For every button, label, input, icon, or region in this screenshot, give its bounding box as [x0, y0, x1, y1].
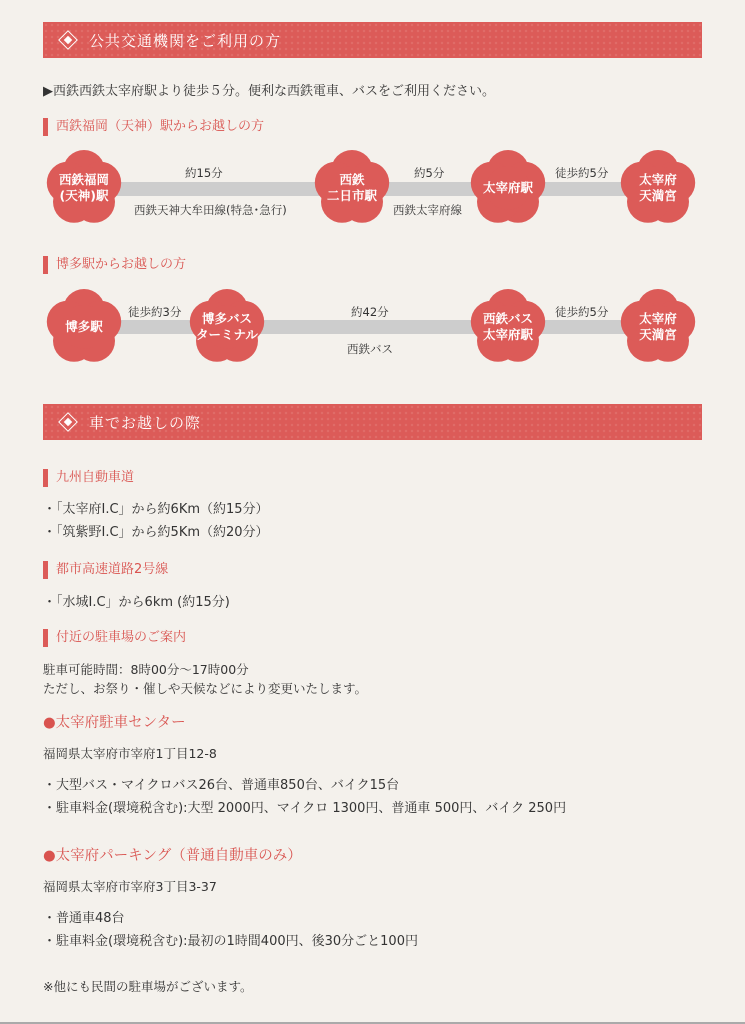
transit-section-header	[43, 22, 702, 58]
node-label: 太宰府 天満宮	[639, 311, 677, 342]
parking-lot-address: 福岡県太宰府市宰府1丁目12-8	[43, 746, 217, 761]
route1-title: 西鉄福岡（天神）駅からお越しの方	[43, 118, 264, 136]
parking-title: 付近の駐車場のご案内	[43, 629, 186, 647]
car-section-header	[43, 404, 702, 440]
parking-lot-item: ・普通車48台	[43, 911, 125, 926]
node-label: 博多バス ターミナル	[196, 311, 258, 342]
route2-title: 博多駅からお越しの方	[43, 256, 186, 274]
expressway-title: 九州自動車道	[43, 469, 134, 487]
parking-lot-address: 福岡県太宰府市宰府3丁目3-37	[43, 879, 217, 894]
route1-node-1	[310, 146, 394, 230]
diamond-icon	[58, 30, 78, 50]
parking-lot-name: ●太宰府パーキング（普通自動車のみ）	[43, 848, 302, 864]
route1-node-3	[616, 146, 700, 230]
expressway-item: ・「筑紫野I.C」から約5Km（約20分）	[43, 525, 269, 540]
route2-leg0-time: 徒歩約3分	[128, 305, 182, 319]
parking-hours: 駐車可能時間：8時00分～17時00分	[43, 662, 249, 677]
route1-leg2-time: 徒歩約5分	[555, 166, 609, 180]
node-label: 博多駅	[65, 319, 103, 334]
route2-node-0	[42, 285, 126, 369]
node-label: 西鉄 二日市駅	[326, 172, 377, 203]
route1-leg0-time: 約15分	[185, 166, 223, 180]
node-label: 太宰府 天満宮	[639, 172, 677, 203]
parking-lot-item: ・大型バス・マイクロバス26台、普通車850台、バイク15台	[43, 778, 400, 793]
route1-node-2	[466, 146, 550, 230]
urban-expressway-title: 都市高速道路2号線	[43, 561, 168, 579]
route1-leg0-line: 西鉄天神大牟田線(特急･急行)	[134, 203, 287, 217]
parking-lot-item: ・駐車料金(環境税含む):大型 2000円、マイクロ 1300円、普通車 500円、バイク 250円	[43, 801, 567, 816]
route2-node-2	[466, 285, 550, 369]
expressway-item: ・「太宰府I.C」から約6Km（約15分）	[43, 502, 269, 517]
parking-lot-item: ・駐車料金(環境税含む):最初の1時間400円、後30分ごと100円	[43, 934, 418, 949]
node-label: 西鉄福岡 (天神)駅	[58, 172, 109, 203]
route1-leg1-time: 約5分	[414, 166, 445, 180]
route2-leg1-time: 約42分	[351, 305, 389, 319]
parking-footnote: ※他にも民間の駐車場がございます。	[43, 979, 253, 994]
route1-node-0	[42, 146, 126, 230]
node-label: 太宰府駅	[482, 180, 533, 195]
transit-intro: ▶西鉄西鉄太宰府駅より徒歩５分。便利な西鉄電車、バスをご利用ください。	[43, 84, 495, 99]
car-header-title: 車でお越しの際	[89, 413, 202, 432]
diamond-icon	[58, 412, 78, 432]
route1-leg1-line: 西鉄太宰府線	[393, 203, 462, 217]
urban-expressway-item: ・「水城I.C」から6km (約15分)	[43, 595, 230, 610]
transit-header-title: 公共交通機関をご利用の方	[89, 31, 282, 50]
route2-leg2-time: 徒歩約5分	[555, 305, 609, 319]
parking-note: ただし、お祭り・催しや天候などにより変更いたします。	[43, 681, 368, 696]
route2-leg1-line: 西鉄バス	[347, 342, 393, 356]
route2-node-3	[616, 285, 700, 369]
route2-node-1	[185, 285, 269, 369]
node-label: 西鉄バス 太宰府駅	[482, 311, 533, 342]
parking-lot-name: ●太宰府駐車センター	[43, 715, 186, 731]
